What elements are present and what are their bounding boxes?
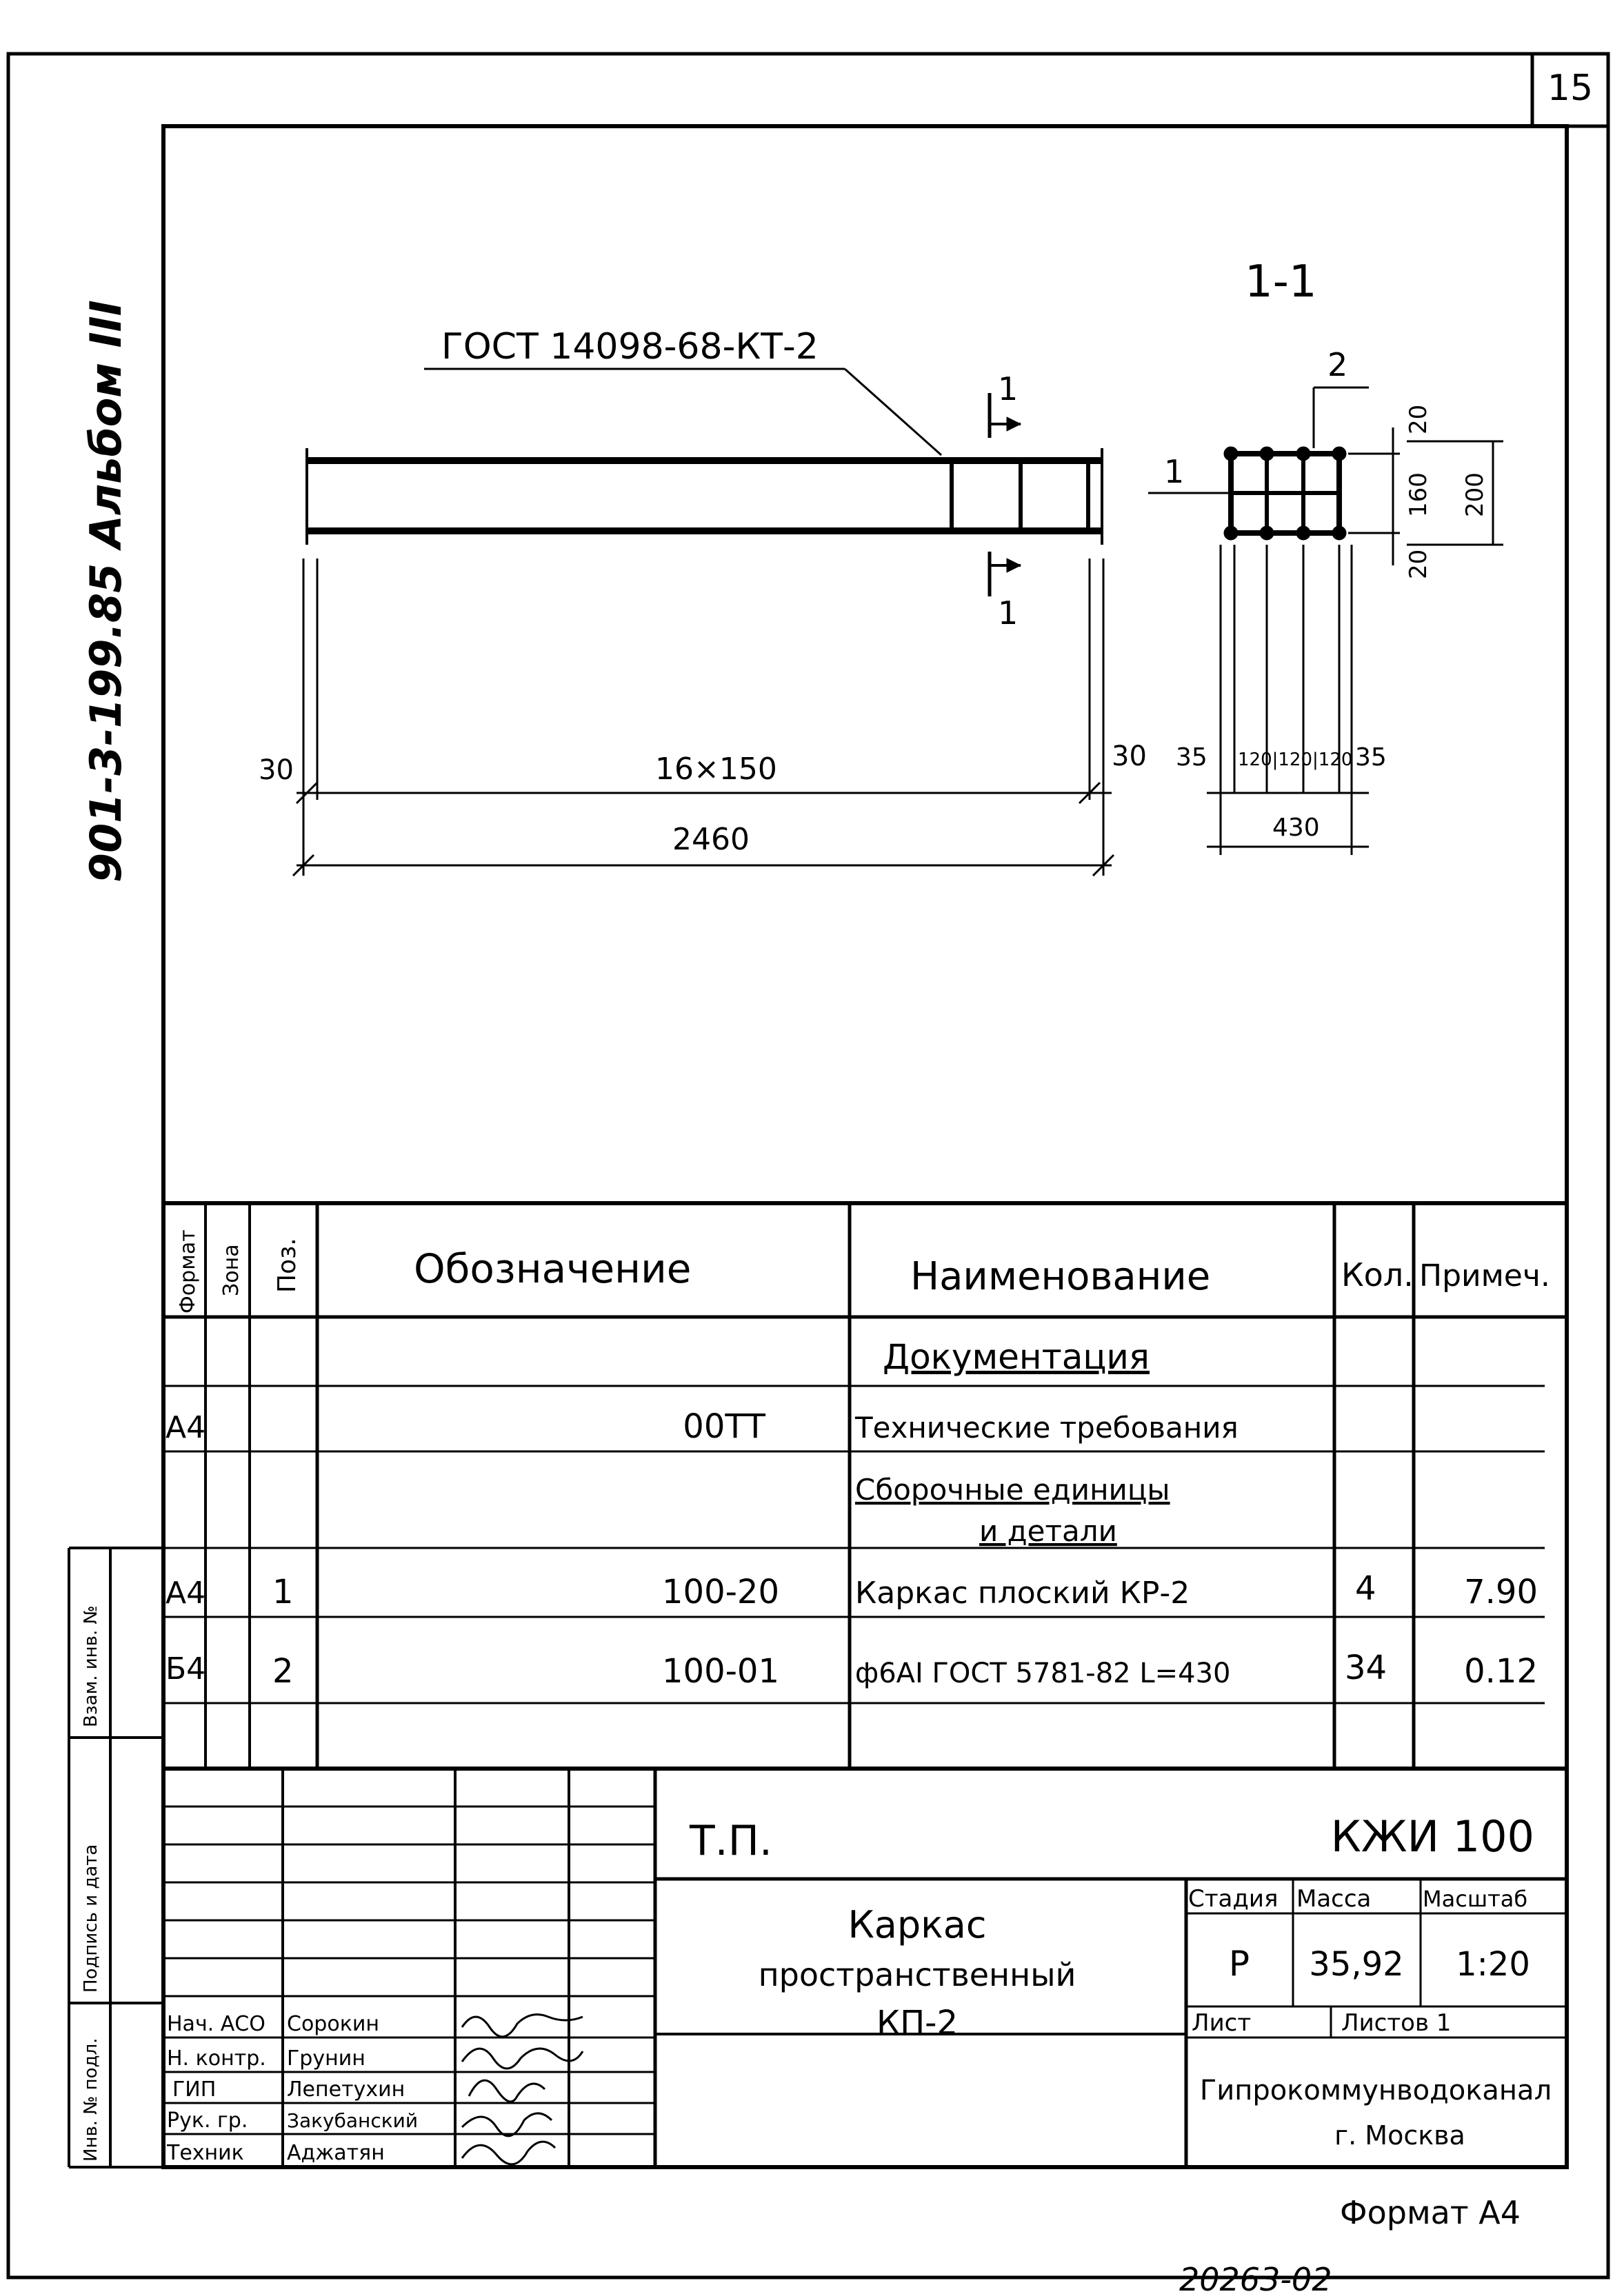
hdr-pos: Поз. [273, 1238, 301, 1293]
stage-value: Р [1228, 1944, 1250, 1984]
row3-pos: 2 [272, 1652, 294, 1691]
scale-label: Масштаб [1423, 1886, 1528, 1912]
sec-dim-mid: 160 [1405, 472, 1432, 517]
scale-value: 1:20 [1456, 1945, 1530, 1984]
sec-dim-width-total: 430 [1272, 814, 1320, 842]
section-units-1: Сборочные единицы [855, 1473, 1170, 1507]
inventory-number: 20263-02 [1179, 2261, 1332, 2294]
sec-dim-top: 20 [1405, 404, 1432, 434]
row2-qty: 4 [1355, 1569, 1376, 1608]
section-units-2: и детали [979, 1514, 1117, 1548]
sec-dim-height-total: 200 [1461, 472, 1489, 517]
drawing-code: КЖИ 100 [1330, 1811, 1534, 1862]
row3-note: 0.12 [1464, 1652, 1538, 1691]
staff-name-5: Аджатян [287, 2141, 385, 2165]
dim-spacing: 16×150 [655, 752, 777, 787]
dim-total: 2460 [672, 822, 750, 857]
staff-name-4: Закубанский [287, 2109, 419, 2132]
item-name-3: КП-2 [876, 2004, 959, 2042]
row2-name: Каркас плоский КР-2 [855, 1576, 1190, 1611]
row2-pos: 1 [272, 1573, 294, 1611]
hdr-note: Примеч. [1419, 1258, 1550, 1294]
staff-name-3: Лепетухин [287, 2077, 405, 2102]
row3-designation: 100-01 [661, 1652, 779, 1691]
mass-value: 35,92 [1309, 1945, 1404, 1984]
row3-qty: 34 [1345, 1649, 1387, 1687]
staff-name-2: Грунин [287, 2046, 365, 2071]
row1-format: А4 [166, 1410, 206, 1445]
item-name-2: пространственный [758, 1956, 1076, 1993]
hdr-qty: Кол. [1341, 1256, 1414, 1294]
cut-mark-top: 1 [998, 370, 1019, 408]
mass-label: Масса [1296, 1885, 1372, 1913]
hdr-zone: Зона [219, 1244, 243, 1296]
section-view [1148, 388, 1503, 855]
sec-dim-middle: 120|120|120 [1238, 749, 1353, 770]
sec-dim-left: 35 [1176, 743, 1207, 772]
hdr-name: Наименование [910, 1254, 1211, 1299]
dim-left-end: 30 [259, 754, 294, 786]
section-title: 1-1 [1245, 256, 1317, 308]
section-mark-2: 2 [1327, 346, 1348, 383]
gost-callout: ГОСТ 14098-68-КТ-2 [441, 326, 819, 368]
item-name-1: Каркас [848, 1903, 987, 1946]
margin-vzam-inv: Взам. инв. № [81, 1605, 101, 1727]
album-label: 901-3-199.85 Альбом III [81, 300, 131, 883]
staff-name-1: Сорокин [287, 2012, 379, 2036]
row2-format: А4 [166, 1576, 206, 1611]
row1-designation: 00ТТ [683, 1407, 765, 1446]
margin-inv-podl: Инв. № подл. [81, 2038, 101, 2162]
row2-note: 7.90 [1464, 1573, 1538, 1611]
stage-label: Стадия [1188, 1885, 1279, 1913]
row3-name: ф6АI ГОСТ 5781-82 L=430 [855, 1658, 1231, 1689]
section-docs: Документация [883, 1337, 1150, 1377]
sec-dim-right: 35 [1355, 743, 1387, 772]
section-mark-1: 1 [1164, 453, 1185, 490]
staff-role-1: Нач. АСО [167, 2012, 265, 2036]
format-label: Формат А4 [1340, 2194, 1521, 2231]
org-name: Гипрокоммунводоканал [1199, 2075, 1552, 2106]
staff-role-4: Рук. гр. [167, 2109, 248, 2133]
dim-right-end: 30 [1112, 741, 1147, 772]
row2-designation: 100-20 [661, 1573, 779, 1611]
sec-dim-bottom: 20 [1405, 549, 1432, 579]
sheet-number: 15 [1547, 68, 1594, 109]
margin-podpis-data: Подпись и дата [81, 1844, 101, 1993]
hdr-format: Формат [176, 1229, 200, 1314]
staff-role-5: Техник [167, 2141, 244, 2165]
sheet-label: Лист [1192, 2009, 1252, 2037]
tp-label: Т.П. [690, 1817, 772, 1865]
sheets-label: Листов 1 [1341, 2009, 1452, 2037]
row3-format: Б4 [166, 1651, 206, 1687]
hdr-designation: Обозначение [414, 1245, 692, 1292]
staff-role-2: Н. контр. [167, 2046, 266, 2071]
main-view [293, 369, 1114, 876]
staff-role-3: ГИП [172, 2077, 217, 2102]
cut-mark-bottom: 1 [998, 594, 1019, 632]
org-city: г. Москва [1334, 2120, 1465, 2151]
row1-name: Технические требования [855, 1411, 1239, 1445]
